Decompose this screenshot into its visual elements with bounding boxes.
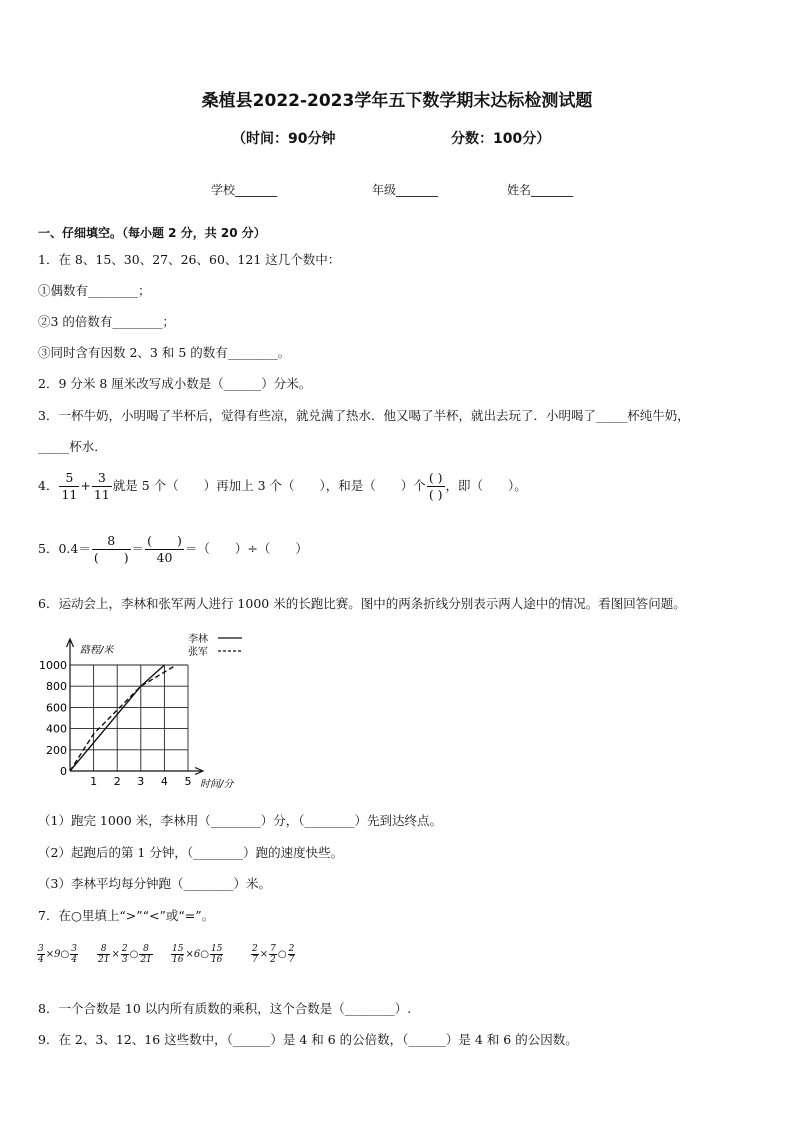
legend-label: 张军 [188, 647, 208, 658]
y-tick-label: 800 [46, 680, 67, 694]
q5-f1-numerator: 8 [92, 533, 131, 550]
q6-sub3: （3）李林平均每分钟跑（________）米。 [38, 876, 271, 891]
q8: 8．一个合数是 10 以内所有质数的乘积，这个合数是（________）. [38, 1001, 412, 1016]
q4-fraction-1 [59, 470, 79, 503]
q4-tail: ，即（ ）。 [445, 478, 527, 493]
q1-part-b: ②3 的倍数有________； [38, 314, 175, 329]
chart-axes [67, 639, 204, 775]
y-tick-label: 1000 [39, 659, 67, 672]
q5-f2-numerator: ( ) [147, 533, 182, 548]
q6-sub2: （2）起跑后的第 1 分钟，（________）跑的速度快些。 [38, 845, 344, 860]
q4-plus: + [80, 478, 91, 493]
q4-f3-numerator: ( ) [428, 470, 443, 485]
q1-stem: 1．在 8、15、30、27、26、60、121 这几个数中： [38, 252, 341, 267]
q5 [38, 533, 308, 566]
section-heading: 一、仔细填空。（每小题 2 分，共 20 分） [38, 226, 266, 240]
q1-part-a: ①偶数有________； [38, 283, 151, 298]
page-title: 桑植县2022-2023学年五下数学期末达标检测试题 [201, 91, 593, 111]
q5-f2-denominator: 40 [156, 550, 173, 565]
x-tick-label: 3 [137, 775, 145, 788]
x-tick-label: 5 [184, 775, 192, 788]
q6-stem: 6．运动会上，李林和张军两人进行 1000 米的长跑比赛。图中的两条折线分别表示两人途中的情况。看图回答问题。 [38, 596, 686, 611]
q1-part-c: ③同时含有因数 2、3 和 5 的数有________。 [38, 345, 291, 360]
q5-fraction-2 [145, 533, 184, 566]
chart-ticks [39, 659, 192, 788]
q7-item-2: $\frac{8}{21}$ × $\frac{2}{3}$ ○ $\frac{8}{21}$ [98, 944, 152, 965]
q5-fraction-1 [92, 533, 131, 566]
exam-score: 分数：100分） [451, 131, 551, 147]
q7-stem: 7．在○里填上“>”“<”或“=”。 [38, 908, 215, 923]
q7-item-4: $\frac{2}{7}$ × $\frac{7}{2}$ ○ $\frac{2}{7}$ [252, 944, 295, 965]
y-tick-label: 0 [60, 765, 67, 778]
q3-line2: _____杯水． [38, 439, 107, 454]
q4-f2-denominator: 11 [93, 487, 110, 502]
y-tick-label: 400 [46, 722, 67, 736]
q4-middle-text: 就是 5 个（ ）再加上 3 个（ ），和是（ ）个 [112, 478, 426, 493]
q4-fraction-2 [92, 470, 112, 503]
x-tick-label: 2 [113, 775, 121, 788]
q4 [38, 470, 527, 503]
q5-equals: ＝ [131, 541, 145, 556]
race-line-chart [36, 628, 266, 796]
q5-f1-denominator: ( ) [93, 550, 129, 565]
series-line-zhangjun [70, 665, 176, 771]
q4-f1-denominator: 11 [61, 487, 78, 502]
x-axis-label: 时间/分 [200, 779, 234, 790]
q4-f3-denominator: ( ) [428, 487, 443, 502]
q4-f1-numerator: 5 [59, 470, 79, 487]
q2: 2．9 分米 8 厘米改写成小数是（______）分米。 [38, 376, 312, 391]
school-field: 学校_______ [211, 183, 278, 197]
q9: 9．在 2、3、12、16 这些数中，（______）是 4 和 6 的公倍数，（______）是 4 和 6 的公因数。 [38, 1032, 578, 1047]
q5-tail: ＝（ ）÷（ ） [184, 541, 308, 556]
q4-f2-numerator: 3 [92, 470, 112, 487]
chart-legend [188, 632, 242, 658]
legend-label: 李林 [188, 634, 208, 645]
q7-item-3: $\frac{15}{16}$ ×6○ $\frac{15}{16}$ [172, 944, 223, 965]
y-axis-label: 路程/米 [80, 645, 114, 656]
chart-grid [70, 665, 188, 771]
name-field: 姓名_______ [507, 183, 574, 197]
q7-item-1: $\frac{3}{4}$ ×9○ $\frac{3}{4}$ [38, 944, 77, 965]
exam-time: （时间：90分钟 [232, 131, 336, 147]
x-tick-label: 1 [90, 775, 98, 788]
q3-line1: 3．一杯牛奶，小明喝了半杯后，觉得有些凉，就兑满了热水．他又喝了半杯，就出去玩了．小明喝了_____杯纯牛奶， [38, 408, 690, 423]
chart-series [70, 665, 176, 771]
q4-number: 4． [38, 478, 59, 493]
y-tick-label: 600 [46, 701, 67, 715]
y-tick-label: 200 [46, 743, 67, 757]
grade-field: 年级_______ [372, 183, 439, 197]
q5-number: 5．0.4＝ [38, 541, 91, 556]
x-tick-label: 4 [160, 775, 168, 788]
q4-fraction-blank [427, 470, 445, 503]
q6-sub1: （1）跑完 1000 米，李林用（________）分，（________）先到达终点。 [38, 813, 442, 828]
